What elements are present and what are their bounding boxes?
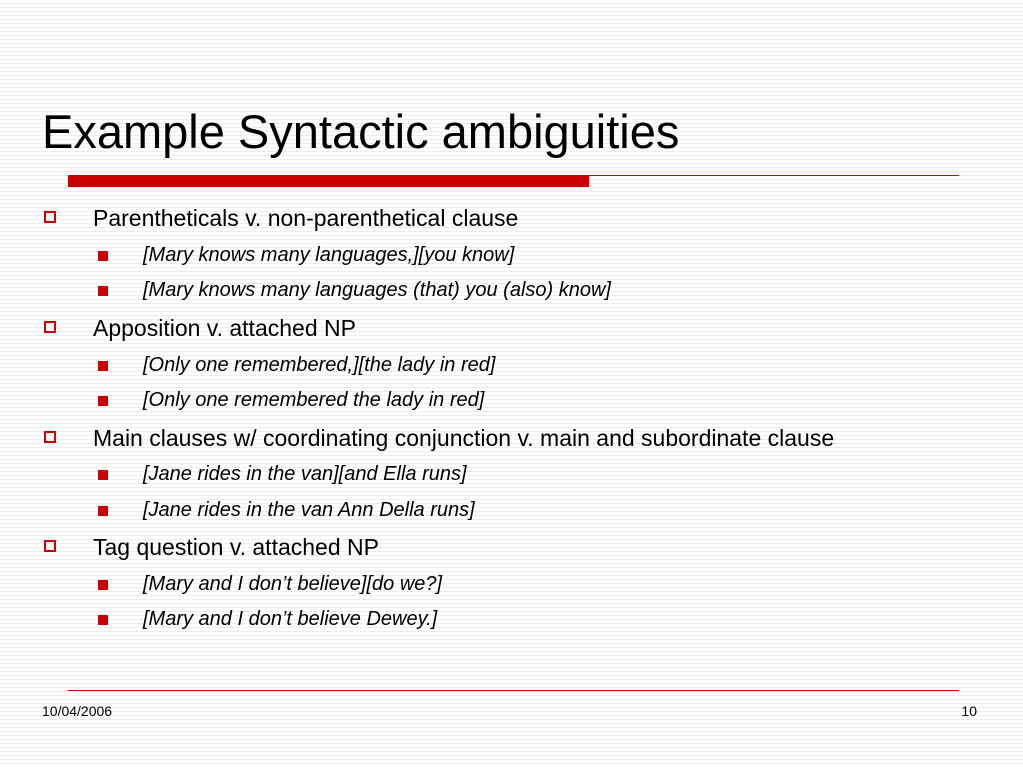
filled-square-bullet-icon xyxy=(98,396,108,406)
title-underline-thin xyxy=(589,175,959,176)
hollow-square-bullet-icon xyxy=(44,321,56,333)
slide-title: Example Syntactic ambiguities xyxy=(42,105,680,158)
filled-square-bullet-icon xyxy=(98,580,108,590)
sub-bullet-item: [Mary and I don’t believe Dewey.] xyxy=(143,608,438,630)
sub-bullet-item: [Jane rides in the van Ann Della runs] xyxy=(143,499,475,521)
hollow-square-bullet-icon xyxy=(44,540,56,552)
bullet-item: Tag question v. attached NP xyxy=(93,534,379,560)
filled-square-bullet-icon xyxy=(98,615,108,625)
bullet-item: Apposition v. attached NP xyxy=(93,315,356,341)
footer-divider xyxy=(68,690,959,691)
filled-square-bullet-icon xyxy=(98,470,108,480)
filled-square-bullet-icon xyxy=(98,506,108,516)
sub-bullet-item: [Only one remembered the lady in red] xyxy=(143,389,485,411)
bullet-item: Main clauses w/ coordinating conjunction v. main and subordinate clause xyxy=(93,425,835,451)
bullet-item: Parentheticals v. non-parenthetical clause xyxy=(93,205,519,231)
sub-bullet-item: [Mary knows many languages (that) you (also) know] xyxy=(143,279,611,301)
sub-bullet-item: [Jane rides in the van][and Ella runs] xyxy=(143,463,467,485)
filled-square-bullet-icon xyxy=(98,361,108,371)
footer-page-number: 10 xyxy=(961,703,977,719)
footer-date: 10/04/2006 xyxy=(42,703,113,719)
sub-bullet-item: [Mary knows many languages,][you know] xyxy=(143,244,515,266)
hollow-square-bullet-icon xyxy=(44,431,56,443)
filled-square-bullet-icon xyxy=(98,286,108,296)
title-underline-thick xyxy=(68,175,589,187)
sub-bullet-item: [Mary and I don’t believe][do we?] xyxy=(143,573,443,595)
hollow-square-bullet-icon xyxy=(44,211,56,223)
filled-square-bullet-icon xyxy=(98,251,108,261)
sub-bullet-item: [Only one remembered,][the lady in red] xyxy=(143,354,496,376)
